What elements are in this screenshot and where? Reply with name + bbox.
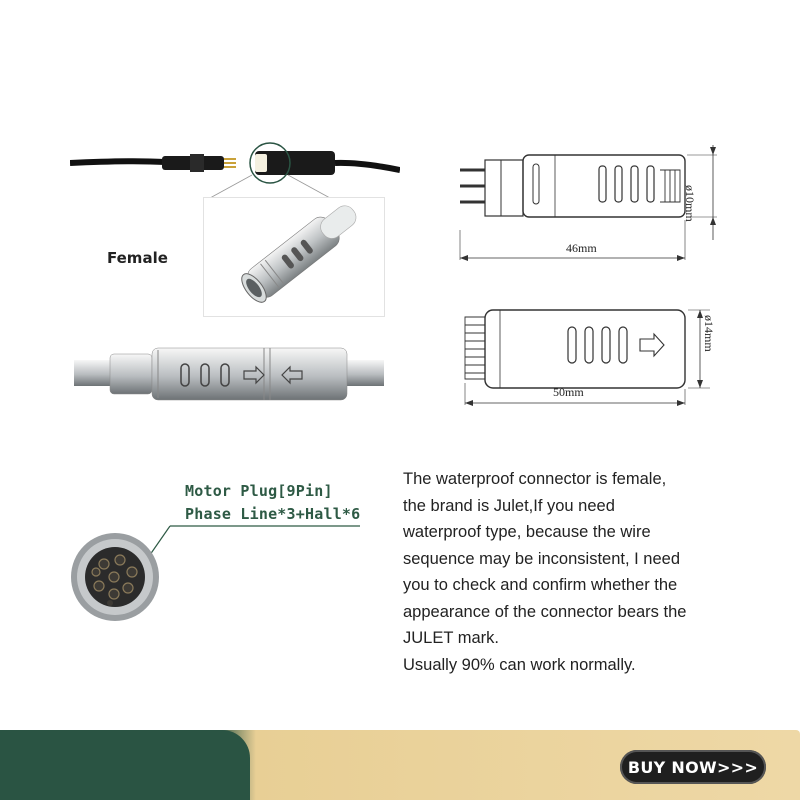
description-line: waterproof type, because the wire — [403, 523, 651, 541]
female-connector-photo — [203, 197, 385, 317]
buy-now-button[interactable]: BUY NOW>>> — [620, 750, 766, 784]
description-line: you to check and confirm whether the — [403, 576, 678, 594]
joined-connector-photo — [74, 342, 384, 408]
description-line: sequence may be inconsistent, I need — [403, 549, 681, 568]
phase-hall-label: Phase Line*3+Hall*6 — [185, 505, 361, 523]
cable-connector-photo — [70, 140, 400, 200]
motor-plug-end-photo — [70, 500, 370, 630]
diameter-14mm-label: ø14mm — [702, 315, 716, 352]
dimension-drawing-bottom — [460, 305, 720, 410]
female-label: Female — [107, 249, 168, 267]
description-line: the brand is Julet,If you need — [403, 496, 615, 515]
motor-plug-label: Motor Plug[9Pin] — [185, 482, 333, 500]
description-line: JULET mark. — [403, 629, 499, 647]
description-line: The waterproof connector is female, — [403, 470, 667, 488]
description-line: Usually 90% can work normally. — [403, 655, 636, 674]
description-line: appearance of the connector bears the — [403, 602, 687, 621]
length-46mm-label: 46mm — [566, 241, 597, 255]
length-50mm-label: 50mm — [553, 385, 584, 399]
banner-green-block — [0, 730, 250, 800]
description-text — [403, 466, 795, 678]
diameter-10mm-label: ø10mm — [683, 185, 697, 222]
